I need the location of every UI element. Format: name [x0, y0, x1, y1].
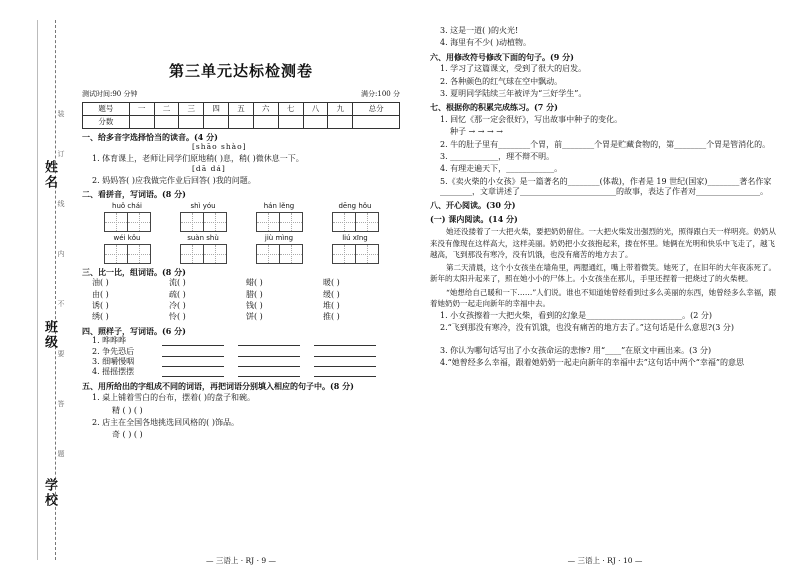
score-cell[interactable] [303, 115, 328, 128]
class-label: 班级 [42, 320, 57, 350]
pinyin-text: dēng hǒu [338, 201, 372, 210]
pinyin-block [248, 202, 310, 232]
imitate-row [92, 357, 400, 367]
writing-cell[interactable] [332, 212, 356, 232]
score-table-row [83, 115, 400, 128]
reading-question-4: 4.“她曾经多么幸福，跟着她奶奶一起走向新年的幸福中去”这句话中两个“幸福”的意思 [440, 358, 744, 368]
section-6-head: 六、用修改符号修改下面的句子。(9 分) [430, 51, 574, 62]
score-header-cell: 题号 [83, 102, 130, 115]
compare-word-item[interactable]: 钱( ) [246, 301, 263, 311]
question-1-2: 2. 妈妈答( )应我做完作业后回答( )我的问题。 [92, 175, 256, 185]
compare-words-grid [92, 278, 400, 323]
section-4-head: 四、照样子，写词语。(6 分) [82, 325, 186, 336]
compare-word-item[interactable]: 疏( ) [169, 289, 186, 299]
binding-tick: 答 [57, 400, 65, 407]
answer-blank[interactable] [162, 367, 224, 377]
question-7-2: 2. 牛的肚子里有________个胃，前________个胃是贮藏食物的，第________个胃是管消化的。 [440, 139, 771, 149]
compare-word-item[interactable]: 诱( ) [92, 301, 109, 311]
score-cell[interactable] [129, 115, 154, 128]
section-3-head: 三、比一比，组词语。(8 分) [82, 266, 186, 277]
writing-grid [248, 212, 310, 232]
answer-blank[interactable] [162, 347, 224, 357]
right-page [430, 0, 780, 580]
binding-tick: 内 [57, 250, 65, 257]
compare-word-item[interactable]: 缓( ) [323, 289, 340, 299]
section-5-head: 五、用所给出的字组成不同的词语，再把词语分别填入相应的句子中。(8 分) [82, 380, 354, 391]
writing-cell[interactable] [204, 212, 227, 232]
score-header-cell: 八 [303, 102, 328, 115]
reading-subhead: (一) 课内阅读。(14 分) [430, 213, 518, 224]
score-header-cell: 一 [129, 102, 154, 115]
question-7-4: 4. 有理走遍天下，____________。 [440, 164, 563, 174]
score-header-cell: 二 [154, 102, 179, 115]
score-header-cell: 五 [229, 102, 254, 115]
score-cell[interactable] [179, 115, 204, 128]
section-2-head: 二、看拼音，写词语。(8 分) [82, 189, 186, 200]
score-cell[interactable] [204, 115, 229, 128]
question-5-2-blanks: 奇 ( ) ( ) [112, 430, 143, 440]
compare-word-item[interactable]: 油( ) [92, 278, 109, 288]
binding-tick: 订 [57, 150, 65, 157]
answer-blank[interactable] [162, 336, 224, 346]
pinyin-text: suàn shù [187, 233, 219, 242]
writing-grid [324, 244, 386, 264]
section-7-head: 七、根据你的积累完成练习。(7 分) [430, 102, 558, 113]
compare-word-item[interactable]: 怜( ) [169, 312, 186, 322]
answer-blank[interactable] [314, 357, 376, 367]
pinyin-hint-1: [shāo shào] [192, 141, 247, 151]
score-cell[interactable] [278, 115, 303, 128]
pinyin-row-1 [96, 202, 400, 232]
question-1-1: 1. 体育课上，老师让同学们原地稍( )息，稍( )微休息一下。 [92, 153, 304, 163]
full-score: 满分:100 分 [361, 89, 400, 98]
writing-cell[interactable] [356, 244, 379, 264]
writing-grid [324, 212, 386, 232]
pinyin-block [96, 202, 158, 232]
section-8-head: 八、开心阅读。(30 分) [430, 200, 516, 211]
revise-sentence: 1. 学习了这篇课文，受到了很大的启发。 [440, 64, 587, 74]
answer-blank[interactable] [314, 347, 376, 357]
writing-cell[interactable] [128, 212, 151, 232]
revise-list [430, 64, 780, 99]
section-1-head: 一、给多音字选择恰当的读音。(4 分) [82, 131, 218, 142]
score-header-cell: 总分 [353, 102, 400, 115]
reading-paragraph-1: 她还没搂着了一大把火柴，要把奶奶留住。一大把火柴发出强烈的光，照得跟白天一样明亮。奶奶从来没有像现在这样高大，这样美丽。奶奶把小女孩抱起来，搂在怀里。她俩在光明和快乐中飞走了，越飞越高，飞到那没有寒冷，没有饥饿，也没有痛苦的地方去了。 [430, 227, 776, 259]
imitate-row [92, 367, 400, 377]
binding-tick: 装 [57, 110, 65, 117]
imitate-list [82, 336, 400, 378]
compare-word-item[interactable]: 绣( ) [92, 312, 109, 322]
binding-tick: 要 [57, 350, 65, 357]
question-5-1-blanks: 精 ( ) ( ) [112, 405, 143, 415]
compare-word-item[interactable]: 蜡( ) [246, 278, 263, 288]
score-table-header [83, 102, 400, 115]
imitate-example: 2. 争先恐后 [92, 346, 135, 356]
exam-meta [82, 90, 400, 99]
writing-grid [172, 244, 234, 264]
writing-grid [172, 212, 234, 232]
pinyin-block [248, 234, 310, 264]
binding-tick: 题 [57, 450, 65, 457]
answer-blank[interactable] [314, 336, 376, 346]
question-7-1-chain: 种子 → → → → [450, 127, 503, 137]
question-7-5: 5.《卖火柴的小女孩》是一篇著名的________(体裁)，作者是 19 世纪(国家)________著名作家________，文章讲述了________________________的故事，表达了作者对________________。 [440, 176, 772, 197]
question-7-3: 3. ____________，理不辩不明。 [440, 151, 555, 161]
writing-cell[interactable] [104, 244, 128, 264]
writing-grid [96, 244, 158, 264]
imitate-example: 3. 细嚼慢咽 [92, 356, 135, 366]
reading-paragraph-3: “她想给自己暖和一下……”人们说。谁也不知道她曾经看到过多么美丽的东西，她曾经多么幸福，跟着她奶奶一起走向新年的幸福中去。 [430, 287, 777, 308]
binding-solid-line [37, 20, 38, 560]
compare-word-item[interactable]: 流( ) [169, 278, 186, 288]
name-label: 姓名 [42, 160, 57, 190]
school-label: 学校 [42, 478, 57, 508]
pinyin-text: liú xīng [342, 233, 368, 242]
pinyin-text: huǒ chái [112, 201, 142, 210]
score-header-cell: 六 [253, 102, 278, 115]
score-row-label: 分数 [83, 115, 130, 128]
answer-blank[interactable] [238, 336, 300, 346]
reading-paragraph-2: 第二天清晨，这个小女孩坐在墙角里，两腮通红，嘴上带着微笑。她死了，在旧年的大年夜冻死了。新年的太阳升起来了，照在她小小的尸体上。小女孩坐在那儿，手里还捏着一把烧过了的火柴梗。 [430, 263, 776, 284]
writing-cell[interactable] [128, 244, 151, 264]
writing-cell[interactable] [356, 212, 379, 232]
writing-cell[interactable] [180, 244, 204, 264]
writing-cell[interactable] [280, 212, 303, 232]
score-table [82, 102, 400, 129]
page-footer-right: — 三语上 · RJ · 10 — [567, 556, 643, 566]
writing-cell[interactable] [204, 244, 227, 264]
compare-word-item[interactable]: 暖( ) [323, 278, 340, 288]
pinyin-hint-2: [dā dá] [192, 164, 226, 174]
pinyin-block [324, 234, 386, 264]
compare-word-item[interactable]: 推( ) [323, 312, 340, 322]
pinyin-text: shì yóu [190, 201, 216, 210]
writing-cell[interactable] [280, 244, 303, 264]
left-page [82, 0, 400, 580]
answer-blank[interactable] [314, 367, 376, 377]
compare-word-item[interactable]: 冷( ) [169, 301, 186, 311]
binding-tick: 线 [57, 200, 65, 207]
imitate-row [92, 347, 400, 357]
revise-sentence: 3. 夏明同学陆续三年被评为“三好学生”。 [440, 88, 587, 98]
pinyin-block [324, 202, 386, 232]
pinyin-text: hán lěng [263, 201, 295, 210]
writing-cell[interactable] [256, 244, 280, 264]
imitate-row [92, 336, 400, 346]
answer-blank[interactable] [238, 347, 300, 357]
test-time: 测试时间:90 分钟 [82, 89, 138, 98]
score-cell[interactable] [229, 115, 254, 128]
imitate-example: 1. 哗哗哗 [92, 336, 127, 346]
pinyin-block [96, 234, 158, 264]
page-footer-left: — 三语上 · RJ · 9 — [206, 556, 276, 566]
question-5-3: 3. 这是一道( )的火光! [440, 26, 519, 35]
binding-strip [0, 0, 70, 580]
compare-word-item[interactable]: 腊( ) [246, 289, 263, 299]
score-cell[interactable] [253, 115, 278, 128]
revise-sentence: 2. 各种颜色的红气球在空中飘动。 [440, 76, 563, 86]
question-5-1: 1. 桌上铺着雪白的台布，摆着( )的盘子和碗。 [92, 393, 255, 403]
reading-question-3: 3. 你认为哪句话写出了小女孩命运的悲惨? 用“____”在原文中画出来。(3 分) [440, 345, 712, 355]
question-7-1: 1. 回忆《那一定会很好》，写出故事中种子的变化。 [440, 114, 623, 124]
imitate-example: 4. 摇摇摆摆 [92, 367, 135, 377]
pinyin-row-2 [96, 234, 400, 264]
compare-word-item[interactable]: 饼( ) [246, 312, 263, 322]
score-cell[interactable] [154, 115, 179, 128]
writing-cell[interactable] [180, 212, 204, 232]
pinyin-block [172, 234, 234, 264]
compare-word-item[interactable]: 由( ) [92, 289, 109, 299]
score-cell[interactable] [353, 115, 400, 128]
pinyin-block [172, 202, 234, 232]
answer-blank[interactable] [162, 357, 224, 367]
score-header-cell: 四 [204, 102, 229, 115]
score-header-cell: 三 [179, 102, 204, 115]
question-5-4: 4. 海里有不少( )动植物。 [440, 38, 531, 48]
answer-blank[interactable] [238, 367, 300, 377]
question-5-2: 2. 店主在全国各地挑选回风格的( )饰品。 [92, 417, 239, 427]
writing-cell[interactable] [256, 212, 280, 232]
compare-word-item[interactable]: 堆( ) [323, 301, 340, 311]
binding-tick: 不 [57, 300, 65, 307]
score-header-cell: 七 [278, 102, 303, 115]
writing-grid [248, 244, 310, 264]
writing-cell[interactable] [332, 244, 356, 264]
answer-blank[interactable] [238, 357, 300, 367]
pinyin-text: jiù mìng [264, 233, 294, 242]
reading-question-2: 2.“飞到那没有寒冷，没有饥饿，也没有痛苦的地方去了。”这句话是什么意思?(3 分) [440, 323, 734, 333]
writing-cell[interactable] [104, 212, 128, 232]
score-header-cell: 九 [328, 102, 353, 115]
score-cell[interactable] [328, 115, 353, 128]
reading-question-1: 1. 小女孩擦着一大把火柴，看到的幻象是________________________。(2 分) [440, 311, 713, 320]
exam-title: 第三单元达标检测卷 [168, 62, 313, 80]
pinyin-text: wéi kǒu [113, 233, 141, 242]
writing-grid [96, 212, 158, 232]
